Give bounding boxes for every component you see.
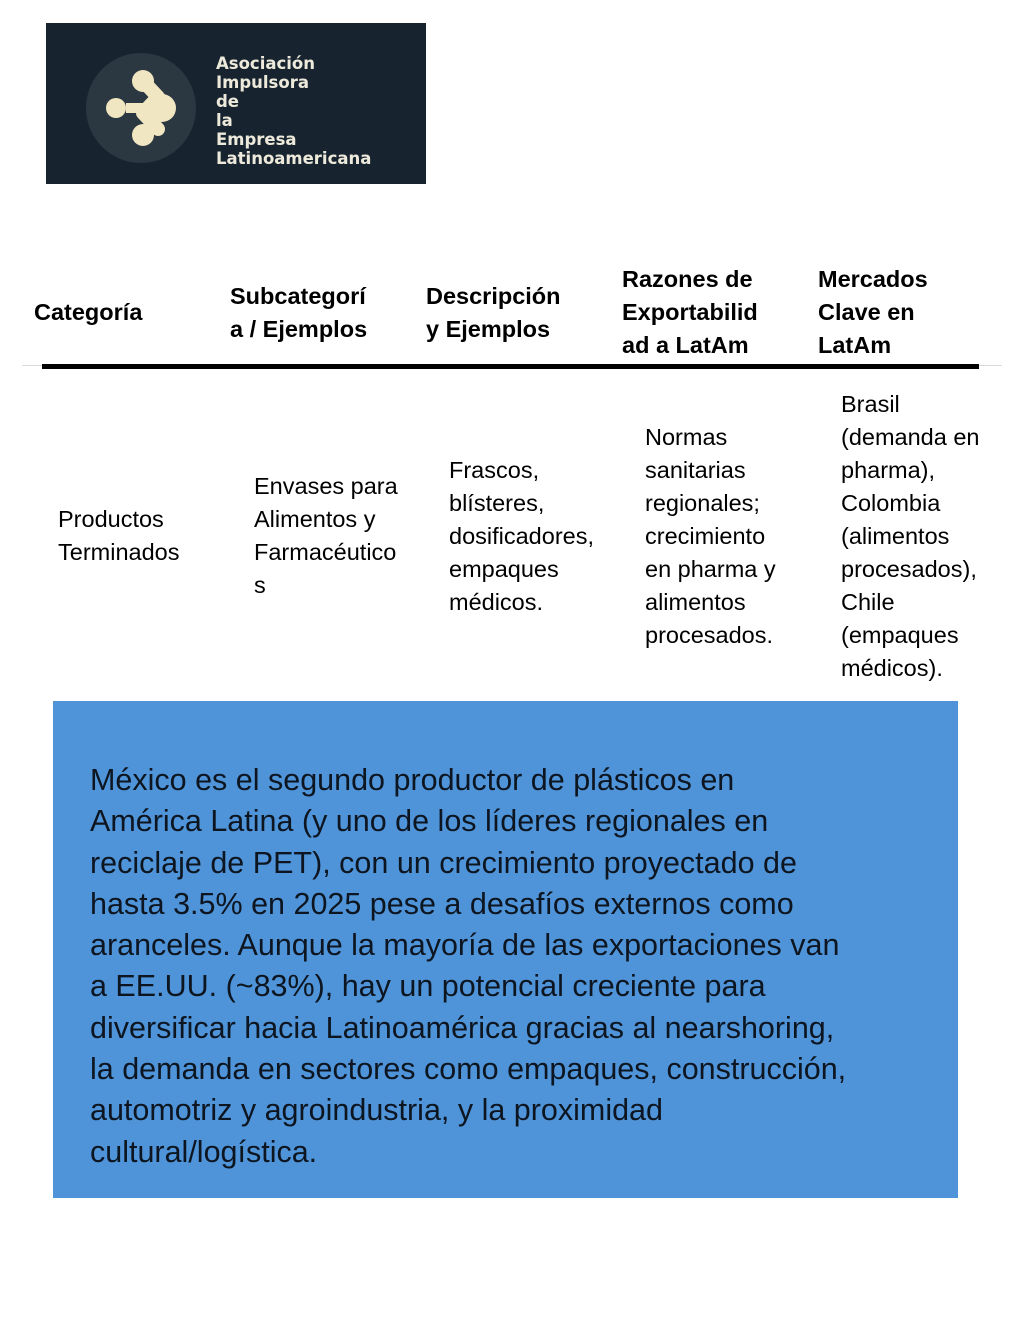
cell-line: alimentos: [645, 589, 746, 615]
cell-descripcion: [449, 454, 594, 619]
cell-line: regionales;: [645, 490, 760, 516]
header-subcategoria: [230, 280, 367, 346]
cell-line: Terminados: [58, 539, 180, 565]
paragraph-line: reciclaje de PET), con un crecimiento proyectado de: [90, 845, 797, 880]
logo-line: Asociación: [216, 54, 316, 73]
cell-line: Normas: [645, 424, 728, 450]
cell-line: en pharma y: [645, 556, 776, 582]
cell-line: Colombia: [841, 490, 941, 516]
header-line: LatAm: [818, 332, 892, 358]
cell-line: procesados.: [645, 622, 774, 648]
cell-line: dosificadores,: [449, 523, 594, 549]
header-line: Exportabilid: [622, 299, 758, 325]
header-mercados: [818, 263, 928, 362]
paragraph-line: México es el segundo productor de plásticos en: [90, 763, 735, 797]
paragraph-line: a EE.UU. (~83%), hay un potencial creciente para: [90, 969, 766, 1004]
cell-line: (alimentos: [841, 523, 950, 549]
paragraph-line: América Latina (y uno de los líderes regionales en: [90, 804, 769, 839]
cell-line: (demanda en: [841, 424, 980, 450]
paragraph-line: automotriz y agroindustria, y la proximidad: [90, 1093, 663, 1128]
summary-callout: [53, 701, 958, 1198]
summary-paragraph: [90, 760, 950, 1173]
header-line: Descripción: [426, 283, 561, 309]
cell-line: Chile: [841, 589, 895, 615]
logo-wordmark: [216, 54, 371, 168]
header-categoria: [34, 296, 142, 329]
logo-line: Empresa: [216, 130, 297, 149]
cell-line: procesados),: [841, 556, 977, 582]
cell-line: empaques: [449, 556, 559, 582]
cell-line: Brasil: [841, 391, 900, 417]
cell-line: Alimentos y: [254, 506, 376, 532]
cell-line: Envases para: [254, 473, 398, 499]
cell-line: Farmacéutico: [254, 539, 397, 565]
cell-mercados: [841, 388, 980, 685]
header-line: Categoría: [34, 299, 143, 325]
logo-line: Impulsora: [216, 73, 309, 92]
header-line: Clave en: [818, 299, 915, 325]
cell-line: Frascos,: [449, 457, 540, 483]
header-descripcion: [426, 280, 561, 346]
cell-razones: [645, 421, 776, 652]
cell-line: blísteres,: [449, 490, 545, 516]
logo-line: la: [216, 111, 233, 130]
association-logo: [46, 23, 426, 184]
header-line: Mercados: [818, 266, 928, 292]
paragraph-line: cultural/logística.: [90, 1134, 318, 1169]
paragraph-line: la demanda en sectores como empaques, construcción,: [90, 1052, 847, 1087]
network-node-icon: [86, 53, 196, 163]
cell-categoria: [58, 503, 179, 569]
paragraph-line: hasta 3.5% en 2025 pese a desafíos externos como: [90, 886, 794, 921]
paragraph-line: diversificar hacia Latinoamérica gracias al nearshoring,: [90, 1010, 835, 1045]
cell-line: (empaques: [841, 622, 959, 648]
logo-line: Latinoamericana: [216, 149, 372, 168]
cell-line: pharma),: [841, 457, 936, 483]
cell-line: crecimiento: [645, 523, 766, 549]
header-line: ad a LatAm: [622, 332, 749, 358]
paragraph-line: aranceles. Aunque la mayoría de las exportaciones van: [90, 928, 840, 963]
header-line: a / Ejemplos: [230, 316, 368, 342]
cell-line: médicos.: [449, 589, 544, 615]
cell-line: sanitarias: [645, 457, 746, 483]
header-line: y Ejemplos: [426, 316, 551, 342]
cell-line: s: [254, 572, 266, 598]
cell-line: médicos).: [841, 655, 943, 681]
logo-line: de: [216, 92, 240, 111]
header-line: Razones de: [622, 266, 753, 292]
header-razones: [622, 263, 758, 362]
header-divider: [42, 364, 979, 369]
cell-line: Productos: [58, 506, 164, 532]
cell-subcategoria: [254, 470, 398, 602]
header-line: Subcategorí: [230, 283, 366, 309]
